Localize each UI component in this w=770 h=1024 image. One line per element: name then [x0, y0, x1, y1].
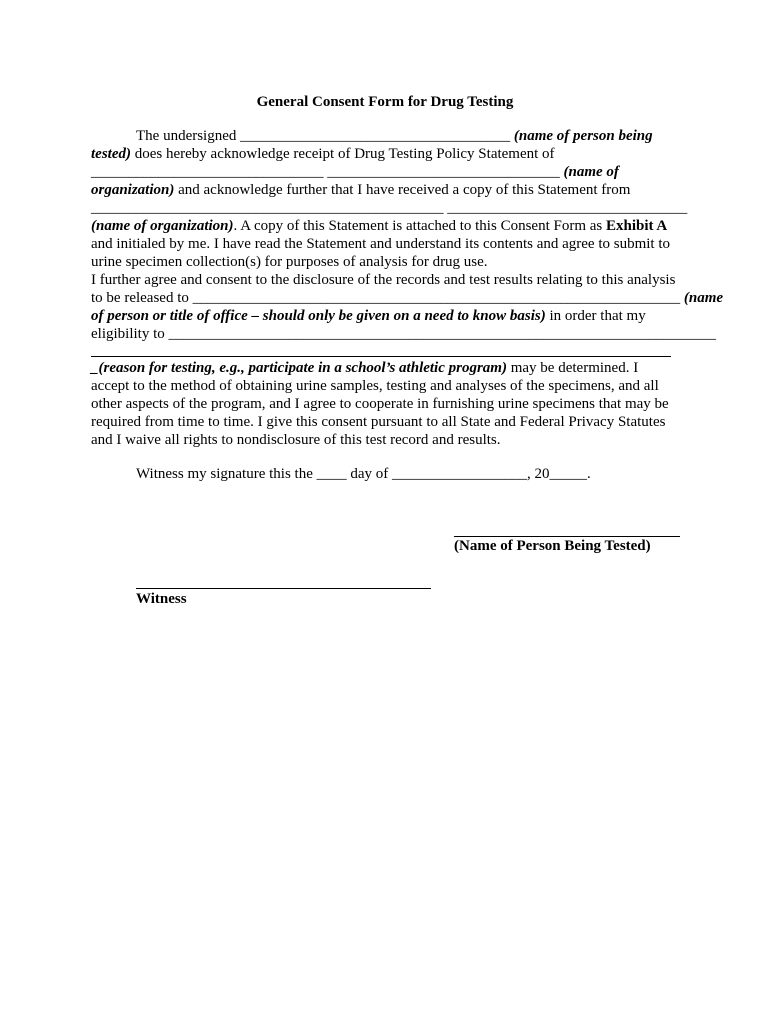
signature-label: (Name of Person Being Tested): [454, 538, 651, 554]
paragraph-line: [91, 359, 681, 377]
placeholder-label: tested): [91, 146, 131, 162]
paragraph-line: [91, 307, 681, 325]
document-title: General Consent Form for Drug Testing: [256, 94, 514, 110]
placeholder-label: _(reason for testing, e.g., participate in a school’s athletic program): [91, 360, 507, 376]
text: does hereby acknowledge receipt of Drug Testing Policy Statement of: [130, 146, 555, 162]
placeholder-label: (name of organization): [91, 218, 234, 234]
exhibit-label: Exhibit A: [605, 218, 668, 234]
paragraph-line: [91, 217, 681, 235]
paragraph-line: _______________________________________________ ________________________________: [91, 200, 688, 216]
paragraph-line: I further agree and consent to the disclosure of the records and test results relating to this analysis: [91, 272, 676, 288]
placeholder-label: organization): [91, 182, 175, 198]
paragraph-line: [91, 127, 681, 145]
reason-underline: [91, 356, 671, 357]
witness-signature-line: [136, 588, 431, 589]
paragraph-line: [91, 145, 681, 163]
witness-label: Witness: [136, 591, 187, 607]
paragraph-line: and initialed by me. I have read the Statement and understand its contents and agree to submit to: [91, 236, 671, 252]
paragraph-line: other aspects of the program, and I agree to cooperate in furnishing urine specimens that may be: [91, 396, 669, 412]
placeholder-label: (name: [683, 290, 724, 306]
text: to be released to _________________________________________________________________: [91, 290, 684, 306]
paragraph-line: [91, 289, 724, 307]
paragraph-line: [91, 163, 681, 181]
paragraph-line: required from time to time. I give this consent pursuant to all State and Federal Privacy Statutes: [91, 414, 666, 430]
text: _______________________________ _______________________________: [91, 164, 564, 180]
signature-line: [454, 536, 680, 537]
paragraph-line: urine specimen collection(s) for purposes of analysis for drug use.: [91, 254, 488, 270]
text: The undersigned ____________________________________: [136, 128, 514, 144]
text: in order that my: [545, 308, 646, 324]
witness-statement: Witness my signature this the ____ day of __________________, 20_____.: [136, 466, 591, 482]
consent-paragraph-2: [91, 359, 681, 449]
text: . A copy of this Statement is attached to this Consent Form as: [233, 218, 606, 234]
paragraph-line: and I waive all rights to nondisclosure of this test record and results.: [91, 432, 501, 448]
text: and acknowledge further that I have received a copy of this Statement from: [174, 182, 631, 198]
text: may be determined. I: [506, 360, 639, 376]
placeholder-label: (name of person being: [513, 128, 653, 144]
placeholder-label: of person or title of office – should only be given on a need to know basis): [91, 308, 546, 324]
paragraph-line: [91, 181, 681, 199]
consent-paragraph-1: [91, 127, 724, 343]
paragraph-line: eligibility to _________________________________________________________________________: [91, 326, 716, 342]
placeholder-label: (name of: [563, 164, 619, 180]
paragraph-line: accept to the method of obtaining urine samples, testing and analyses of the specimens, and all: [91, 378, 659, 394]
